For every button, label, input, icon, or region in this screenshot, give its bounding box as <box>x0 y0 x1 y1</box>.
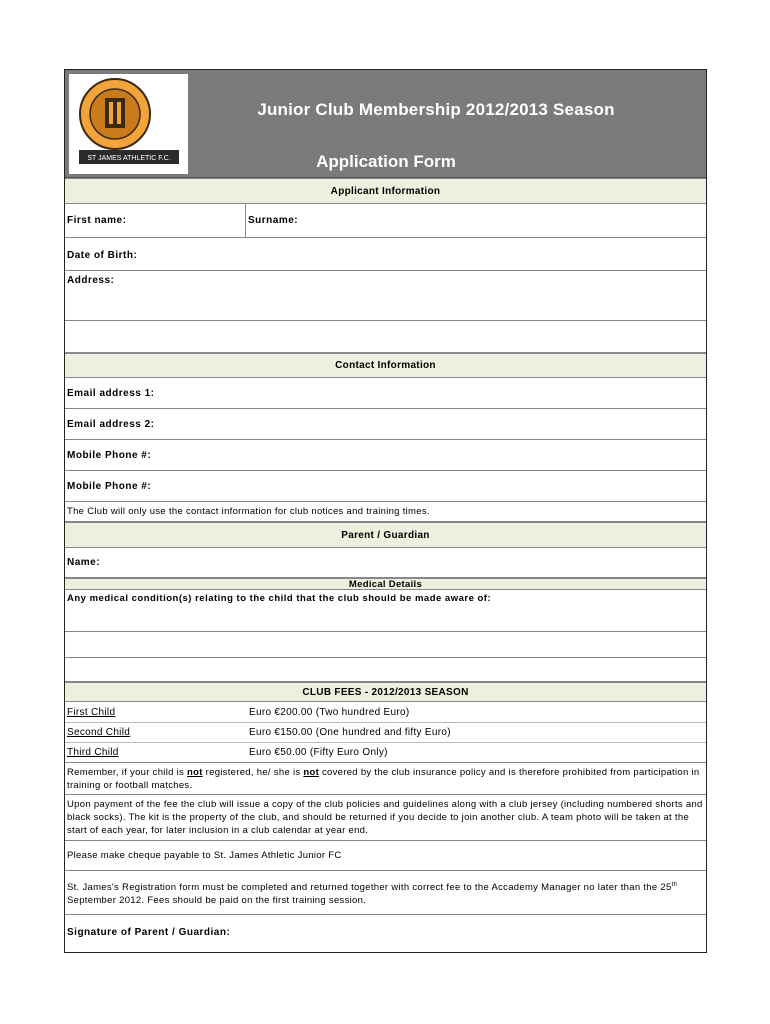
email2-field[interactable] <box>65 409 706 440</box>
first-name-label: First name: <box>67 215 127 226</box>
fee-label: Second Child <box>67 727 131 738</box>
signature-field[interactable] <box>65 915 706 952</box>
insurance-note: Remember, if your child is not registered, he/ she is not covered by the club insurance policy and is therefore prohibited from participation in training or football matches. <box>65 763 706 795</box>
fee-label: First Child <box>67 706 116 718</box>
parent-name-label: Name: <box>67 557 101 568</box>
application-form <box>64 69 707 953</box>
mobile2-field[interactable] <box>65 471 706 502</box>
mobile2-label: Mobile Phone #: <box>67 481 152 492</box>
fee-value: Euro €150.00 (One hundred and fifty Euro) <box>249 727 451 738</box>
cheque-note: Please make cheque payable to St. James Athletic Junior FC <box>65 841 706 871</box>
section-medical: Medical Details <box>65 578 706 590</box>
address-field[interactable] <box>65 271 706 321</box>
contact-note-row <box>65 502 706 522</box>
section-fees: CLUB FEES - 2012/2013 SEASON <box>65 682 706 702</box>
registration-note: St. James's Registration form must be completed and returned together with correct fee to the Accademy Manager no later than the 25th September 2012. Fees should be paid on the first training session. <box>65 871 706 915</box>
signature-label: Signature of Parent / Guardian: <box>67 927 231 938</box>
surname-label: Surname: <box>248 215 299 226</box>
fee-label: Third Child <box>67 747 119 758</box>
address-line-2[interactable] <box>65 321 706 353</box>
surname-field[interactable] <box>246 204 706 237</box>
section-parent: Parent / Guardian <box>65 522 706 548</box>
page-subtitle: Application Form <box>316 152 456 171</box>
first-name-field[interactable] <box>65 204 246 237</box>
mobile1-field[interactable] <box>65 440 706 471</box>
medical-question: Any medical condition(s) relating to the child that the club should be made aware of: <box>67 593 492 604</box>
email1-field[interactable] <box>65 378 706 409</box>
address-label: Address: <box>67 275 115 286</box>
medical-line-3[interactable] <box>65 658 706 682</box>
fee-row-second <box>65 723 706 743</box>
club-logo <box>69 74 188 174</box>
payment-note: Upon payment of the fee the club will issue a copy of the club policies and guidelines along with a club jersey (including numbered shorts and black socks). The kit is the property of the club, and should be returned if you decide to join another club. A team photo will be taken at the start of each year, for later inclusion in a club calendar at year end. <box>65 795 706 841</box>
email1-label: Email address 1: <box>67 388 155 399</box>
fee-row-third <box>65 743 706 763</box>
logo-text: ST JAMES ATHLETIC F.C. <box>87 155 171 162</box>
medical-line-2[interactable] <box>65 632 706 658</box>
page-title: Junior Club Membership 2012/2013 Season <box>257 100 615 119</box>
mobile1-label: Mobile Phone #: <box>67 450 152 461</box>
contact-note: The Club will only use the contact information for club notices and training times. <box>67 506 430 517</box>
section-contact: Contact Information <box>65 353 706 378</box>
parent-name-field[interactable] <box>65 548 706 578</box>
medical-field[interactable] <box>65 590 706 632</box>
fee-value: Euro €50.00 (Fifty Euro Only) <box>249 747 388 758</box>
form-header <box>65 70 706 178</box>
name-row <box>65 204 706 238</box>
section-applicant: Applicant Information <box>65 178 706 204</box>
email2-label: Email address 2: <box>67 419 155 430</box>
dob-field[interactable] <box>65 238 706 271</box>
fee-value: Euro €200.00 (Two hundred Euro) <box>249 706 410 718</box>
dob-label: Date of Birth: <box>67 250 138 261</box>
fee-row-first <box>65 702 706 723</box>
